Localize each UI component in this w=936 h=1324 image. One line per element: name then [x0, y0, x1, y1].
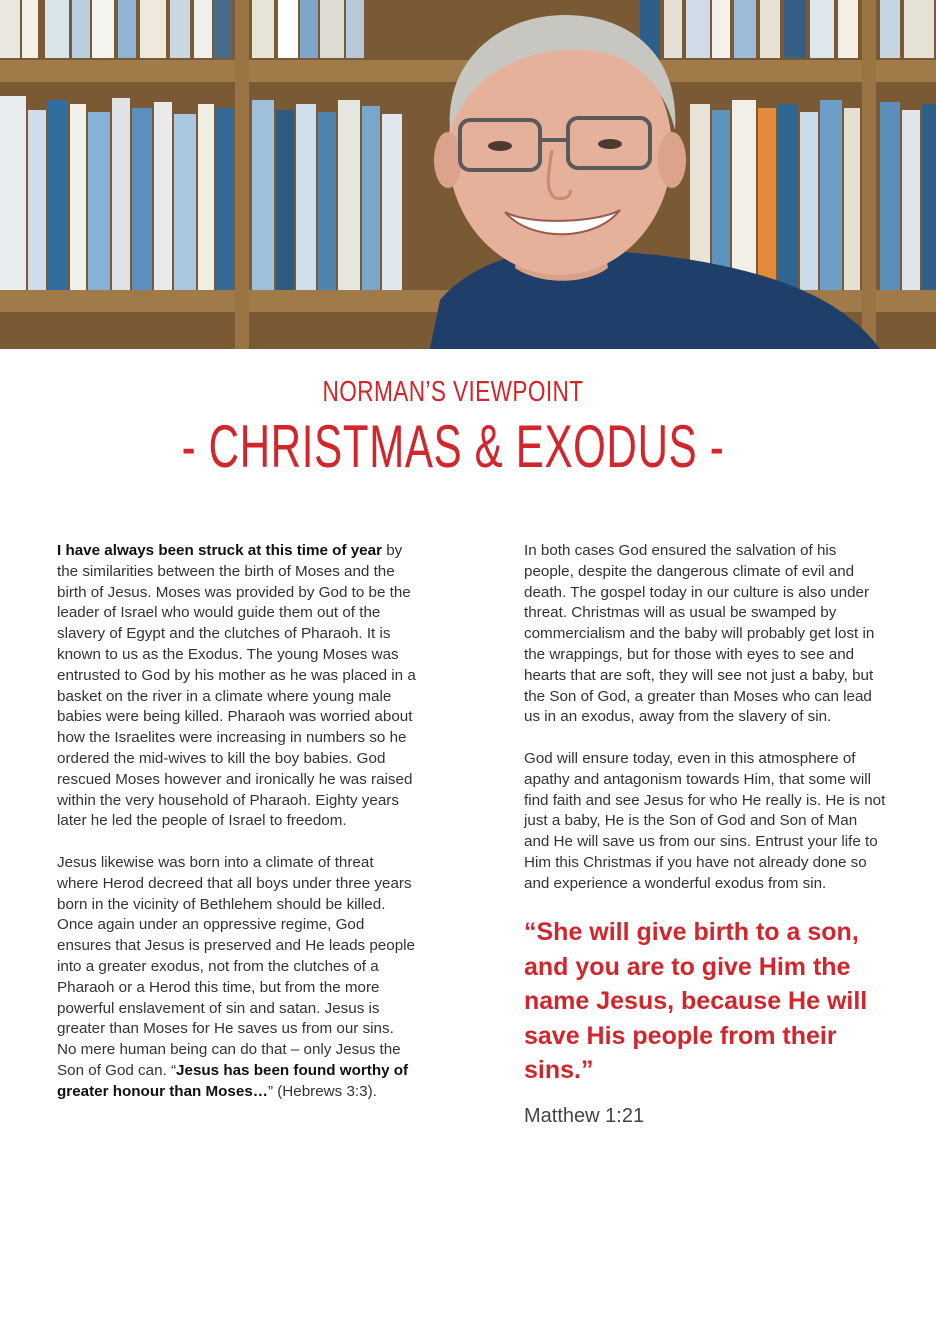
pull-quote: “She will give birth to a son, and you are to give Him the name Jesus, because He will save His people from their sins.”	[524, 918, 868, 1085]
right-paragraph-1: In both cases God ensured the salvation of his people, despite the dangerous climate of evil and death. The gospel today in our culture is also under threat. Christmas will as usual be swamped by commercialism and the baby will probably get lost in the wrappings, but for those with eyes to see and hearts that are soft, they will see not just a baby, but the Son of God, a greater than Moses who can lead us in an exodus, away from the slavery of sin.	[524, 542, 875, 726]
left-paragraph-1	[57, 541, 417, 832]
right-column	[524, 541, 886, 1127]
lead-in: I have always been struck at this time of year	[57, 542, 382, 559]
section-kicker: NORMAN’S VIEWPOINT	[322, 376, 584, 408]
quote-reference: Matthew 1:21	[524, 1104, 645, 1127]
right-paragraph-2: God will ensure today, even in this atmosphere of apathy and antagonism towards Him, that some will find faith and see Jesus for who He really is. He is not just a baby, He is the Son of God and Son of Man and He will save us from our sins. Entrust your life to Him this Christmas if you have not already done so and experience a wonderful exodus from sin.	[524, 749, 886, 892]
left-paragraph-2	[57, 853, 417, 1103]
portrait-illustration	[0, 0, 936, 349]
article-title: - CHRISTMAS & EXODUS -	[181, 413, 725, 480]
header-photo	[0, 0, 936, 349]
left-paragraph-2-body: Jesus likewise was born into a climate of threat where Herod decreed that all boys under three years born in the vicinity of Bethlehem should be killed. Once again under an oppressive regime, God ensures that Jesus is preserved and He leads people into a greater exodus, not from the clutches of a Pharaoh or a Herod this time, but from the more powerful enslavement of sin and satan. Jesus is greater than Moses for He saves us from our sins. No mere human being can do that – only Jesus the Son of God can. “	[57, 853, 415, 1079]
bible-citation-inline: ” (Hebrews 3:3).	[267, 1082, 377, 1100]
left-column	[57, 541, 417, 1123]
bible-quote-inline: Jesus has been found worthy of greater honour than Moses…	[57, 1061, 409, 1100]
left-paragraph-1-body: by the similarities between the birth of Moses and the birth of Jesus. Moses was provided by God to be the leader of Israel who would guide them out of the slavery of Egypt and the clutches of Pharaoh. It is known to us as the Exodus. The young Moses was entrusted to God by his mother as he was placed in a basket on the river in a climate where young male babies were being killed. Pharaoh was worried about how the Israelites were increasing in numbers so he ordered the mid-wives to kill the boy babies. God rescued Moses however and ironically he was raised within the very household of Pharaoh. Eighty years later he led the people of Israel to freedom.	[57, 542, 416, 830]
